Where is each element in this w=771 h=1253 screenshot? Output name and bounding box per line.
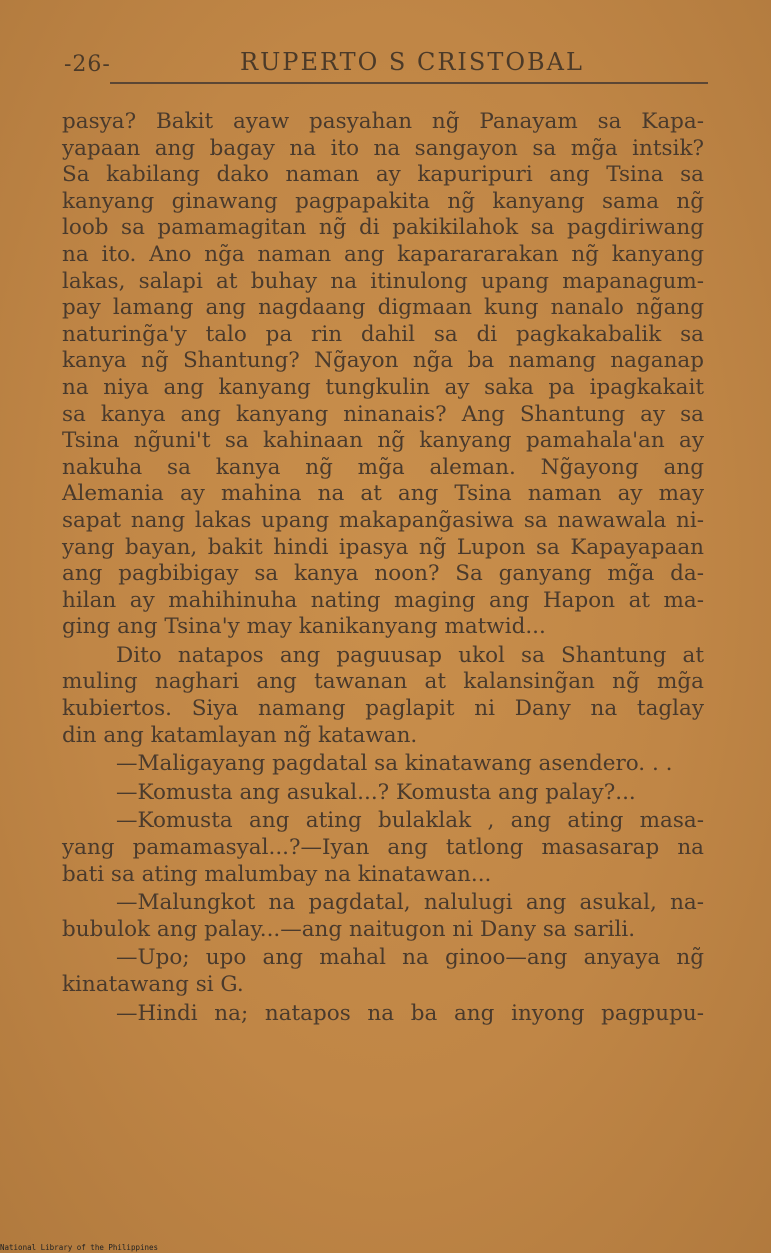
text-line: pay lamang ang nagdaang digmaan kung nanalo ng̃ang	[62, 295, 704, 321]
text-line: —Upo; upo ang mahal na ginoo—ang anyaya ng̃	[116, 945, 704, 971]
text-line: kanya ng̃ Shantung? Ng̃ayon ng̃a ba namang naganap	[62, 348, 704, 374]
text-line: nakuha sa kanya ng̃ mg̃a aleman. Ng̃ayong ang	[62, 454, 704, 480]
paragraph	[62, 780, 704, 807]
text-line: Tsina ng̃uni't sa kahinaan ng̃ kanyang pamahala'an ay	[62, 428, 704, 454]
header-rule	[110, 82, 708, 84]
text-line: lakas, salapi at buhay na itinulong upang mapanagum-	[62, 268, 704, 294]
text-line: yang bayan, bakit hindi ipasya ng̃ Lupon sa Kapayapaan	[62, 534, 704, 560]
page-number: -26-	[64, 52, 111, 77]
text-line: bati sa ating malumbay na kinatawan...	[62, 861, 492, 887]
text-line: —Hindi na; natapos na ba ang inyong pagpupu-	[116, 1000, 704, 1026]
text-line: Sa kabilang dako naman ay kapuripuri ang Tsina sa	[62, 162, 704, 188]
text-line: —Maligayang pagdatal sa kinatawang asendero. . .	[116, 751, 673, 777]
text-line: muling naghari ang tawanan at kalansing̃an ng̃ mg̃a	[62, 669, 704, 695]
paragraph	[62, 109, 704, 641]
text-line: ang pagbibigay sa kanya noon? Sa ganyang mg̃a da-	[62, 561, 704, 587]
text-line: pasya? Bakit ayaw pasyahan ng̃ Panayam sa Kapa-	[62, 109, 704, 134]
paragraph	[62, 643, 704, 749]
text-line: loob sa pamamagitan ng̃ di pakikilahok sa pagdiriwang	[62, 215, 704, 241]
paragraph	[62, 808, 704, 888]
text-line: ging ang Tsina'y may kanikanyang matwid...	[62, 614, 546, 640]
library-footer: National Library of the Philippines	[0, 1243, 159, 1252]
page-header	[64, 48, 708, 84]
text-line: na niya ang kanyang tungkulin ay saka pa ipagkakait	[62, 374, 704, 400]
text-line: Alemania ay mahina na at ang Tsina naman ay may	[62, 481, 704, 507]
text-line: sa kanya ang kanyang ninanais? Ang Shantung ay sa	[62, 401, 704, 427]
running-head: RUPERTO S CRISTOBAL	[240, 48, 584, 76]
text-line: kinatawang si G.	[62, 972, 244, 997]
text-line: kanyang ginawang pagpapakita ng̃ kanyang sama ng̃	[62, 188, 704, 214]
text-line: —Komusta ang ating bulaklak , ang ating masa-	[116, 808, 704, 834]
text-line: naturing̃a'y talo pa rin dahil sa di pagkakabalik sa	[62, 321, 704, 347]
paragraph	[62, 1001, 704, 1028]
text-line: kubiertos. Siya namang paglapit ni Dany na taglay	[62, 696, 704, 722]
text-line: Dito natapos ang paguusap ukol sa Shantung at	[116, 642, 704, 668]
text-line: din ang katamlayan ng̃ katawan.	[62, 722, 418, 748]
text-line: hilan ay mahihinuha nating maging ang Hapon at ma-	[62, 587, 704, 613]
paragraph	[62, 890, 704, 943]
text-line: na ito. Ano ng̃a naman ang kaparararakan ng̃ kanyang	[62, 241, 704, 267]
text-line: yang pamamasyal...?—Iyan ang tatlong masasarap na	[62, 835, 704, 861]
text-line: —Komusta ang asukal...? Komusta ang palay?...	[116, 779, 636, 805]
paragraph	[62, 945, 704, 998]
paragraph	[62, 751, 704, 778]
body-text	[62, 109, 704, 1029]
text-line: sapat nang lakas upang makapang̃asiwa sa nawawala ni-	[62, 507, 704, 533]
text-line: bubulok ang palay...—ang naitugon ni Dany sa sarili.	[62, 916, 636, 942]
text-line: yapaan ang bagay na ito na sangayon sa mg̃a intsik?	[62, 135, 704, 161]
text-line: —Malungkot na pagdatal, nalulugi ang asukal, na-	[116, 890, 704, 916]
